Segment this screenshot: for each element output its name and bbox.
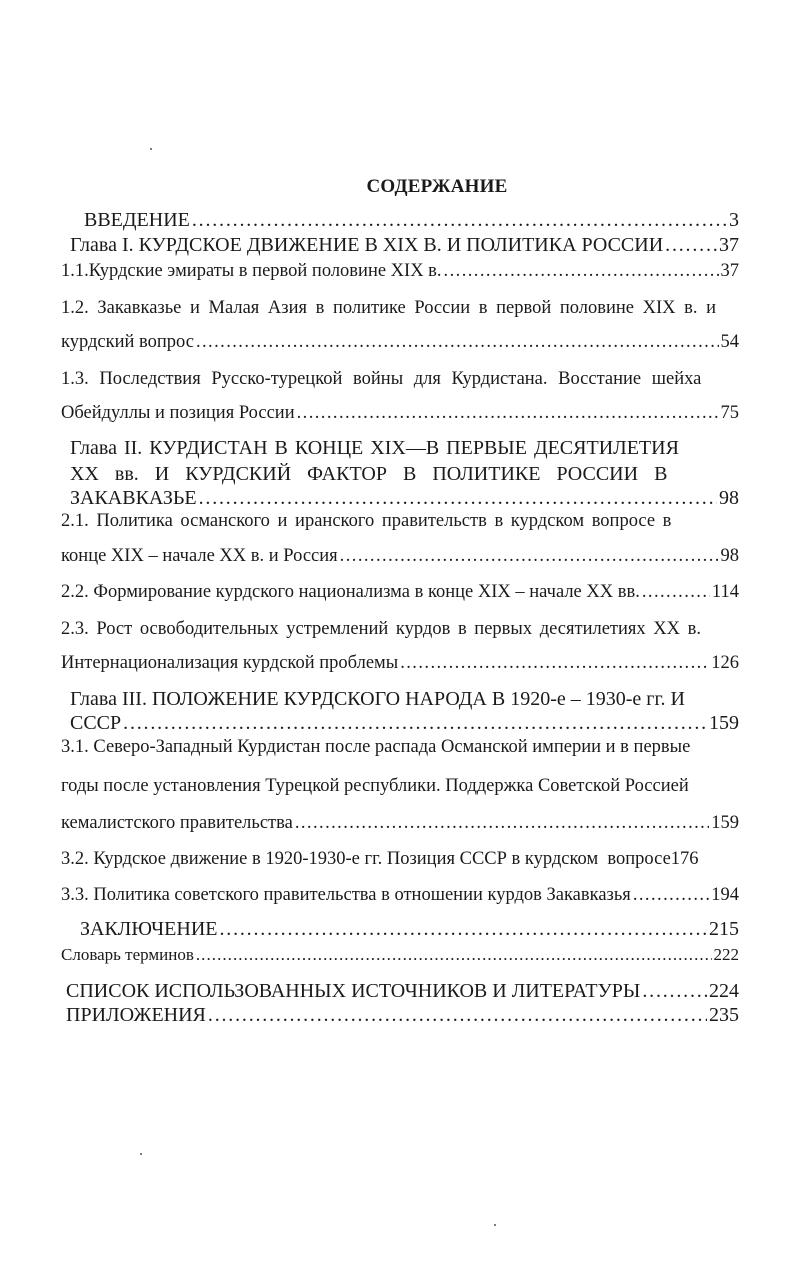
dot-leader — [400, 653, 709, 674]
toc-page-number: 75 — [720, 403, 739, 423]
toc-page-number: 3 — [729, 209, 739, 231]
toc-entry-3-1-line-1 — [61, 737, 739, 758]
toc-entry-text: СПИСОК ИСПОЛЬЗОВАННЫХ ИСТОЧНИКОВ И ЛИТЕРАТУРЫ — [66, 980, 641, 1002]
dot-leader — [199, 487, 717, 510]
toc-entry-text: Обейдуллы и позиция России — [61, 403, 295, 423]
toc-entry-text: конце XIX – начале XX в. и Россия — [61, 546, 338, 566]
toc-entry-conclusion — [80, 918, 739, 941]
toc-entry-text: ЗАКАВКАЗЬЕ — [70, 487, 197, 509]
toc-entry-1-2-line-1 — [61, 298, 739, 319]
toc-page-number: 224 — [709, 980, 739, 1002]
toc-entry-text: Глава II. КУРДИСТАН В КОНЦЕ XIX—В ПЕРВЫЕ ДЕСЯТИЛЕТИЯ — [70, 437, 679, 459]
toc-entry-text: 1.3. Последствия Русско-турецкой войны для Курдистана. Восстание шейха — [61, 369, 702, 389]
dot-leader — [295, 813, 709, 834]
toc-entry-chapter-3-line-2 — [70, 712, 739, 735]
toc-entry-text: 3.2. Курдское движение в 1920-1930-е гг. Позиция СССР в курдском вопросе — [61, 849, 671, 869]
dot-leader — [208, 1004, 707, 1027]
dot-leader — [444, 261, 719, 282]
toc-page-number: 98 — [719, 487, 739, 509]
scan-speck — [140, 1153, 142, 1155]
dot-leader — [642, 582, 710, 603]
toc-entry-sources — [66, 980, 739, 1003]
dot-leader — [297, 403, 719, 424]
toc-entry-chapter-2-line-2 — [70, 463, 739, 486]
toc-heading: СОДЕРЖАНИЕ — [366, 176, 508, 197]
toc-page-number: 37 — [719, 234, 739, 256]
dot-leader — [192, 209, 727, 232]
toc-entry-text: Глава III. ПОЛОЖЕНИЕ КУРДСКОГО НАРОДА В 1920-е – 1930-е гг. И — [70, 688, 685, 710]
toc-entry-text: 3.1. Северо-Западный Курдистан после распада Османской империи и в первые — [61, 737, 691, 757]
toc-entry-1-2-line-2 — [61, 332, 739, 353]
toc-entry-2-1-line-1 — [61, 511, 739, 532]
toc-entry-3-2 — [61, 849, 739, 870]
toc-entry-2-2 — [61, 582, 739, 603]
toc-page-number: 235 — [709, 1004, 739, 1026]
toc-entry-chapter-2-line-3 — [70, 487, 739, 510]
toc-entry-text: годы после установления Турецкой республики. Поддержка Советской Россией — [61, 776, 689, 796]
toc-page-number: 98 — [720, 546, 739, 566]
scan-speck — [150, 148, 152, 150]
toc-entry-1-3-line-2 — [61, 403, 739, 424]
toc-entry-chapter-1 — [70, 234, 739, 257]
toc-entry-text: СССР — [70, 712, 122, 734]
toc-entry-1-3-line-1 — [61, 369, 739, 390]
toc-entry-text: XX вв. И КУРДСКИЙ ФАКТОР В ПОЛИТИКЕ РОССИИ В — [70, 463, 668, 485]
toc-entry-text: ЗАКЛЮЧЕНИЕ — [80, 918, 218, 940]
toc-entry-3-3 — [61, 885, 739, 906]
toc-page-number: 194 — [711, 885, 739, 905]
dot-leader — [219, 918, 707, 941]
toc-entry-text: Глава I. КУРДСКОЕ ДВИЖЕНИЕ В XIX В. И ПОЛИТИКА РОССИИ — [70, 234, 664, 256]
toc-page-number: 37 — [720, 261, 739, 281]
toc-entry-text: курдский вопрос — [61, 332, 194, 352]
toc-page-number: 159 — [709, 712, 739, 734]
toc-entry-text: 1.2. Закавказье и Малая Азия в политике России в первой половине XIX в. и — [61, 298, 717, 318]
toc-page-number: 54 — [720, 332, 739, 352]
toc-entry-3-1-line-3 — [61, 813, 739, 834]
toc-page-number: 176 — [670, 849, 699, 869]
toc-entry-text: 2.1. Политика османского и иранского правительств в курдском вопросе в — [61, 511, 672, 531]
toc-entry-text: 2.2. Формирование курдского национализма в конце XIX – начале XX вв. — [61, 582, 640, 602]
toc-entry-1-1 — [61, 261, 739, 282]
toc-entry-2-3-line-2 — [61, 653, 739, 674]
toc-page-number: 215 — [709, 918, 739, 940]
dot-leader — [196, 945, 712, 965]
toc-entry-3-1-line-2 — [61, 776, 739, 797]
toc-entry-2-3-line-1 — [61, 619, 739, 640]
toc-page-number: 114 — [711, 582, 739, 602]
dot-leader — [196, 332, 719, 353]
toc-entry-text: ПРИЛОЖЕНИЯ — [66, 1004, 206, 1026]
toc-entry-text: ВВЕДЕНИЕ — [84, 209, 190, 231]
dot-leader — [665, 234, 717, 257]
toc-page-number: 222 — [713, 945, 739, 964]
toc-page-number: 126 — [711, 653, 739, 673]
toc-entry-chapter-3-line-1 — [70, 688, 739, 711]
dot-leader — [340, 546, 719, 567]
toc-entry-text: Словарь терминов — [61, 945, 194, 964]
toc-entry-2-1-line-2 — [61, 546, 739, 567]
scan-speck — [494, 1224, 496, 1226]
toc-entry-appendix — [66, 1004, 739, 1027]
dot-leader — [123, 712, 707, 735]
toc-entry-glossary — [61, 945, 739, 965]
dot-leader — [633, 885, 709, 906]
toc-entry-text: 1.1.Курдские эмираты в первой половине XIX в. — [61, 261, 442, 281]
toc-entry-chapter-2-line-1 — [70, 437, 739, 460]
toc-entry-intro — [84, 209, 739, 232]
toc-page-number: 159 — [711, 813, 739, 833]
toc-entry-text: Интернационализация курдской проблемы — [61, 653, 399, 673]
dot-leader — [642, 980, 707, 1003]
toc-entry-text: 2.3. Рост освободительных устремлений курдов в первых десятилетиях XX в. — [61, 619, 702, 639]
toc-entry-text: кемалистского правительства — [61, 813, 293, 833]
toc-entry-text: 3.3. Политика советского правительства в отношении курдов Закавказья — [61, 885, 631, 905]
